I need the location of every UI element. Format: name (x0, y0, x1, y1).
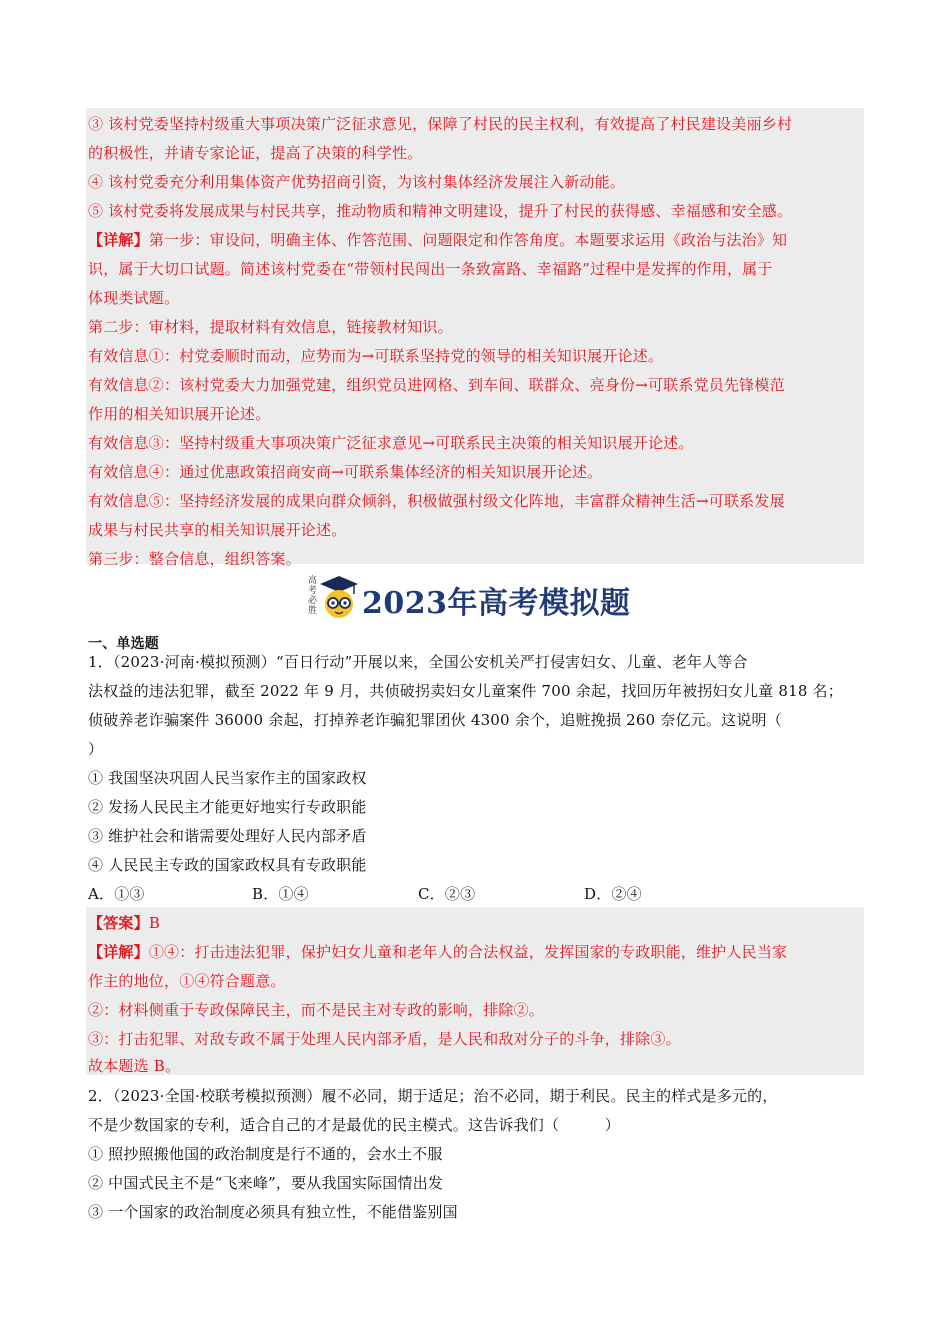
q1-option-a: A．①③ (88, 885, 145, 903)
detail-tag: 【详解】 (88, 231, 149, 249)
q1-detail-line-1 (88, 938, 868, 966)
q1-item-4: ④ 人民民主专政的国家政权具有专政职能 (88, 856, 367, 874)
top-detail-line-11: 成果与村民共享的相关知识展开论述。 (88, 521, 347, 539)
top-detail-line-5: 有效信息①：村党委顺时而动，应势而为→可联系坚持党的领导的相关知识展开论述。 (88, 347, 664, 365)
q2-item-2: ② 中国式民主不是“飞来峰”，要从我国实际国情出发 (88, 1174, 444, 1192)
top-detail-line-4: 第二步：审材料，提取材料有效信息，链接教材知识。 (88, 318, 453, 336)
top-line-3: ④ 该村党委充分利用集体资产优势招商引资，为该村集体经济发展注入新动能。 (88, 173, 625, 191)
top-detail-line-9: 有效信息④：通过优惠政策招商安商→可联系集体经济的相关知识展开论述。 (88, 463, 603, 481)
q2-item-1: ① 照抄照搬他国的政治制度是行不通的，会水土不服 (88, 1145, 443, 1163)
answer-value: B (148, 914, 161, 932)
q1-option-d: D．②④ (584, 885, 642, 903)
section-banner (300, 570, 660, 626)
graduate-face-icon (318, 574, 360, 620)
q1-detail-line-2: 作主的地位，①④符合题意。 (88, 972, 286, 990)
q1-item-2: ② 发扬人民民主才能更好地实行专政职能 (88, 798, 367, 816)
q1-detail-line-5: 故本题选 B。 (88, 1057, 181, 1075)
q2-stem-line-1: 2．（2023·全国·校联考模拟预测）履不必同，期于适足；治不必同，期于利民。民主的样式是多元的， (88, 1087, 778, 1105)
q1-item-1: ① 我国坚决巩固人民当家作主的国家政权 (88, 769, 367, 787)
top-line-1: ③ 该村党委坚持村级重大事项决策广泛征求意见，保障了村民的民主权利，有效提高了村民建设美丽乡村 (88, 115, 793, 133)
top-detail-line-10: 有效信息⑤：坚持经济发展的成果向群众倾斜，积极做强村级文化阵地，丰富群众精神生活→可联系发展 (88, 492, 785, 510)
top-detail-line-2: 识，属于大切口试题。简述该村党委在“带领村民闯出一条致富路、幸福路”过程中是发挥的作用，属于 (88, 260, 773, 278)
q1-detail-tag: 【详解】 (88, 943, 149, 961)
banner-logo-text: 高考必胜 (308, 576, 318, 616)
q1-stem-line-2: 法权益的违法犯罪，截至 2022 年 9 月，共侦破拐卖妇女儿童案件 700 余起，找回历年被拐妇女儿童 818 名； (88, 682, 843, 700)
top-detail-line-7: 作用的相关知识展开论述。 (88, 405, 271, 423)
q2-stem-line-2: 不是少数国家的专利，适合自己的才是最优的民主模式。这告诉我们（ ） (88, 1116, 621, 1134)
top-line-2: 的积极性，并请专家论证，提高了决策的科学性。 (88, 144, 423, 162)
top-detail-line-12: 第三步：整合信息，组织答案。 (88, 550, 301, 568)
q1-detail-line-4: ③：打击犯罪、对敌专政不属于处理人民内部矛盾，是人民和敌对分子的斗争，排除③。 (88, 1030, 681, 1048)
q2-item-3: ③ 一个国家的政治制度必须具有独立性，不能借鉴别国 (88, 1203, 458, 1221)
answer-tag: 【答案】 (88, 914, 149, 932)
q1-detail-text: ①④：打击违法犯罪，保护妇女儿童和老年人的合法权益，发挥国家的专政职能，维护人民当家 (148, 943, 788, 961)
q1-stem-line-1: 1．（2023·河南·模拟预测）“百日行动”开展以来，全国公安机关严打侵害妇女、儿童、老年人等合 (88, 653, 748, 671)
top-detail-line-8: 有效信息③：坚持村级重大事项决策广泛征求意见→可联系民主决策的相关知识展开论述。 (88, 434, 694, 452)
top-detail-line-6: 有效信息②：该村党委大力加强党建，组织党员进网格、到车间、联群众、亮身份→可联系党员先锋模范 (88, 376, 785, 394)
q1-option-c: C．②③ (418, 885, 476, 903)
top-line-4: ⑤ 该村党委将发展成果与村民共享，推动物质和精神文明建设，提升了村民的获得感、幸福感和安全感。 (88, 202, 793, 220)
banner-title: 2023年高考模拟题 (362, 586, 631, 621)
section-heading: 一、单选题 (88, 636, 159, 652)
q1-answer-line (88, 909, 868, 937)
q1-option-b: B．①④ (252, 885, 309, 903)
detail-text: 第一步：审设问，明确主体、作答范围、问题限定和作答角度。本题要求运用《政治与法治》知 (148, 231, 788, 249)
q1-detail-line-3: ②：材料侧重于专政保障民主，而不是民主对专政的影响，排除②。 (88, 1001, 545, 1019)
q1-options (88, 880, 868, 908)
q1-stem-line-3: 侦破养老诈骗案件 36000 余起，打掉养老诈骗犯罪团伙 4300 余个，追赃挽损 260 奈亿元。这说明（ (88, 711, 782, 729)
top-detail-line-1 (88, 226, 868, 254)
q1-item-3: ③ 维护社会和谐需要处理好人民内部矛盾 (88, 827, 367, 845)
top-detail-line-3: 体现类试题。 (88, 289, 180, 307)
q1-stem-line-4: ） (88, 740, 104, 758)
